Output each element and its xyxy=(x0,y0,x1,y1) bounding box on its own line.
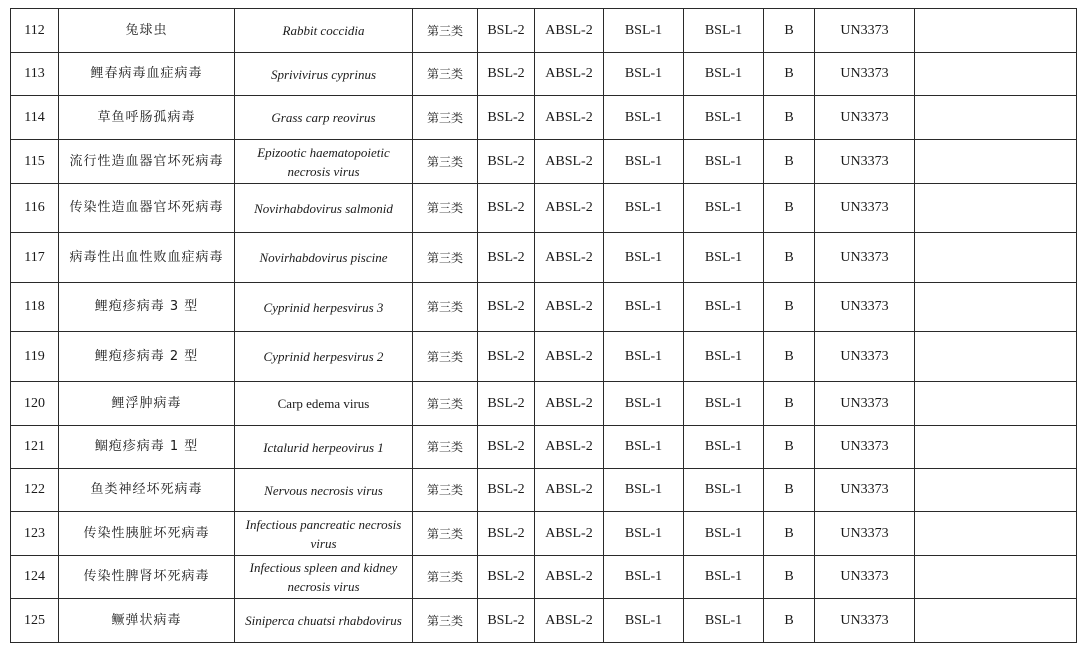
chinese-name: 鲴疱疹病毒 1 型 xyxy=(59,426,235,469)
un-number: UN3373 xyxy=(815,512,915,556)
level-d: BSL-1 xyxy=(684,140,764,184)
row-number: 114 xyxy=(11,96,59,140)
table-row xyxy=(11,184,1077,233)
notes-cell xyxy=(915,426,1077,469)
level-d: BSL-1 xyxy=(684,556,764,599)
level-b: ABSL-2 xyxy=(535,469,604,512)
level-d: BSL-1 xyxy=(684,233,764,283)
table-row xyxy=(11,96,1077,140)
row-number: 122 xyxy=(11,469,59,512)
scientific-name: Carp edema virus xyxy=(235,382,413,426)
level-b: ABSL-2 xyxy=(535,512,604,556)
scientific-name: Novirhabdovirus salmonid xyxy=(235,184,413,233)
scientific-name: Cyprinid herpesvirus 3 xyxy=(235,283,413,332)
un-number: UN3373 xyxy=(815,469,915,512)
level-b: ABSL-2 xyxy=(535,283,604,332)
table-row xyxy=(11,233,1077,283)
row-number: 117 xyxy=(11,233,59,283)
level-d: BSL-1 xyxy=(684,332,764,382)
scientific-name: Nervous necrosis virus xyxy=(235,469,413,512)
level-a: BSL-2 xyxy=(478,469,535,512)
transport-class: B xyxy=(764,53,815,96)
chinese-name: 传染性胰脏坏死病毒 xyxy=(59,512,235,556)
level-a: BSL-2 xyxy=(478,382,535,426)
category: 第三类 xyxy=(413,233,478,283)
row-number: 118 xyxy=(11,283,59,332)
level-c: BSL-1 xyxy=(604,184,684,233)
table-row xyxy=(11,599,1077,643)
level-c: BSL-1 xyxy=(604,426,684,469)
level-a: BSL-2 xyxy=(478,9,535,53)
un-number: UN3373 xyxy=(815,556,915,599)
un-number: UN3373 xyxy=(815,140,915,184)
transport-class: B xyxy=(764,184,815,233)
notes-cell xyxy=(915,96,1077,140)
transport-class: B xyxy=(764,599,815,643)
level-a: BSL-2 xyxy=(478,53,535,96)
level-b: ABSL-2 xyxy=(535,96,604,140)
level-a: BSL-2 xyxy=(478,184,535,233)
chinese-name: 鱼类神经坏死病毒 xyxy=(59,469,235,512)
notes-cell xyxy=(915,332,1077,382)
transport-class: B xyxy=(764,469,815,512)
category: 第三类 xyxy=(413,283,478,332)
level-b: ABSL-2 xyxy=(535,556,604,599)
category: 第三类 xyxy=(413,599,478,643)
table-row xyxy=(11,512,1077,556)
chinese-name: 鲤浮肿病毒 xyxy=(59,382,235,426)
level-d: BSL-1 xyxy=(684,53,764,96)
notes-cell xyxy=(915,233,1077,283)
table-row xyxy=(11,426,1077,469)
level-d: BSL-1 xyxy=(684,184,764,233)
level-d: BSL-1 xyxy=(684,599,764,643)
un-number: UN3373 xyxy=(815,9,915,53)
level-d: BSL-1 xyxy=(684,382,764,426)
transport-class: B xyxy=(764,556,815,599)
table-row xyxy=(11,382,1077,426)
level-a: BSL-2 xyxy=(478,332,535,382)
category: 第三类 xyxy=(413,426,478,469)
transport-class: B xyxy=(764,96,815,140)
un-number: UN3373 xyxy=(815,184,915,233)
table-row xyxy=(11,469,1077,512)
chinese-name: 鲤疱疹病毒 2 型 xyxy=(59,332,235,382)
level-c: BSL-1 xyxy=(604,382,684,426)
table-row xyxy=(11,332,1077,382)
level-c: BSL-1 xyxy=(604,556,684,599)
table-row xyxy=(11,140,1077,184)
category: 第三类 xyxy=(413,9,478,53)
level-c: BSL-1 xyxy=(604,332,684,382)
category: 第三类 xyxy=(413,469,478,512)
transport-class: B xyxy=(764,332,815,382)
level-c: BSL-1 xyxy=(604,233,684,283)
table-row xyxy=(11,53,1077,96)
transport-class: B xyxy=(764,426,815,469)
table-row xyxy=(11,9,1077,53)
level-b: ABSL-2 xyxy=(535,9,604,53)
row-number: 125 xyxy=(11,599,59,643)
level-b: ABSL-2 xyxy=(535,53,604,96)
level-a: BSL-2 xyxy=(478,283,535,332)
table-body xyxy=(11,9,1077,643)
transport-class: B xyxy=(764,512,815,556)
transport-class: B xyxy=(764,382,815,426)
notes-cell xyxy=(915,184,1077,233)
level-a: BSL-2 xyxy=(478,233,535,283)
notes-cell xyxy=(915,512,1077,556)
category: 第三类 xyxy=(413,140,478,184)
level-b: ABSL-2 xyxy=(535,140,604,184)
chinese-name: 鲤疱疹病毒 3 型 xyxy=(59,283,235,332)
level-a: BSL-2 xyxy=(478,140,535,184)
level-c: BSL-1 xyxy=(604,53,684,96)
notes-cell xyxy=(915,382,1077,426)
chinese-name: 传染性造血器官坏死病毒 xyxy=(59,184,235,233)
level-b: ABSL-2 xyxy=(535,382,604,426)
level-c: BSL-1 xyxy=(604,469,684,512)
level-c: BSL-1 xyxy=(604,512,684,556)
chinese-name: 草鱼呼肠孤病毒 xyxy=(59,96,235,140)
level-c: BSL-1 xyxy=(604,9,684,53)
scientific-name: Infectious pancreatic necrosis virus xyxy=(235,512,413,556)
un-number: UN3373 xyxy=(815,426,915,469)
scientific-name: Cyprinid herpesvirus 2 xyxy=(235,332,413,382)
category: 第三类 xyxy=(413,53,478,96)
transport-class: B xyxy=(764,283,815,332)
scientific-name: Grass carp reovirus xyxy=(235,96,413,140)
scientific-name: Novirhabdovirus piscine xyxy=(235,233,413,283)
chinese-name: 流行性造血器官坏死病毒 xyxy=(59,140,235,184)
scientific-name: Sprivivirus cyprinus xyxy=(235,53,413,96)
level-a: BSL-2 xyxy=(478,556,535,599)
un-number: UN3373 xyxy=(815,96,915,140)
category: 第三类 xyxy=(413,556,478,599)
notes-cell xyxy=(915,469,1077,512)
category: 第三类 xyxy=(413,96,478,140)
level-c: BSL-1 xyxy=(604,283,684,332)
category: 第三类 xyxy=(413,184,478,233)
chinese-name: 病毒性出血性败血症病毒 xyxy=(59,233,235,283)
row-number: 121 xyxy=(11,426,59,469)
row-number: 116 xyxy=(11,184,59,233)
notes-cell xyxy=(915,53,1077,96)
notes-cell xyxy=(915,140,1077,184)
table-row xyxy=(11,283,1077,332)
transport-class: B xyxy=(764,9,815,53)
transport-class: B xyxy=(764,233,815,283)
level-a: BSL-2 xyxy=(478,512,535,556)
level-d: BSL-1 xyxy=(684,469,764,512)
scientific-name: Siniperca chuatsi rhabdovirus xyxy=(235,599,413,643)
scientific-name: Ictalurid herpeovirus 1 xyxy=(235,426,413,469)
un-number: UN3373 xyxy=(815,233,915,283)
notes-cell xyxy=(915,556,1077,599)
level-d: BSL-1 xyxy=(684,96,764,140)
un-number: UN3373 xyxy=(815,283,915,332)
chinese-name: 传染性脾肾坏死病毒 xyxy=(59,556,235,599)
row-number: 112 xyxy=(11,9,59,53)
category: 第三类 xyxy=(413,512,478,556)
un-number: UN3373 xyxy=(815,332,915,382)
transport-class: B xyxy=(764,140,815,184)
level-c: BSL-1 xyxy=(604,599,684,643)
un-number: UN3373 xyxy=(815,382,915,426)
level-b: ABSL-2 xyxy=(535,184,604,233)
level-a: BSL-2 xyxy=(478,599,535,643)
scientific-name: Epizootic haematopoietic necrosis virus xyxy=(235,140,413,184)
table-row xyxy=(11,556,1077,599)
row-number: 119 xyxy=(11,332,59,382)
level-c: BSL-1 xyxy=(604,96,684,140)
pathogen-table xyxy=(10,8,1077,643)
level-a: BSL-2 xyxy=(478,426,535,469)
level-d: BSL-1 xyxy=(684,426,764,469)
un-number: UN3373 xyxy=(815,53,915,96)
level-d: BSL-1 xyxy=(684,9,764,53)
row-number: 123 xyxy=(11,512,59,556)
level-d: BSL-1 xyxy=(684,512,764,556)
row-number: 120 xyxy=(11,382,59,426)
notes-cell xyxy=(915,283,1077,332)
category: 第三类 xyxy=(413,332,478,382)
notes-cell xyxy=(915,9,1077,53)
level-c: BSL-1 xyxy=(604,140,684,184)
chinese-name: 兔球虫 xyxy=(59,9,235,53)
level-b: ABSL-2 xyxy=(535,332,604,382)
category: 第三类 xyxy=(413,382,478,426)
row-number: 124 xyxy=(11,556,59,599)
row-number: 115 xyxy=(11,140,59,184)
level-d: BSL-1 xyxy=(684,283,764,332)
chinese-name: 鲤春病毒血症病毒 xyxy=(59,53,235,96)
level-b: ABSL-2 xyxy=(535,426,604,469)
level-a: BSL-2 xyxy=(478,96,535,140)
scientific-name: Infectious spleen and kidney necrosis virus xyxy=(235,556,413,599)
un-number: UN3373 xyxy=(815,599,915,643)
level-b: ABSL-2 xyxy=(535,599,604,643)
scientific-name: Rabbit coccidia xyxy=(235,9,413,53)
row-number: 113 xyxy=(11,53,59,96)
notes-cell xyxy=(915,599,1077,643)
level-b: ABSL-2 xyxy=(535,233,604,283)
chinese-name: 鳜弹状病毒 xyxy=(59,599,235,643)
